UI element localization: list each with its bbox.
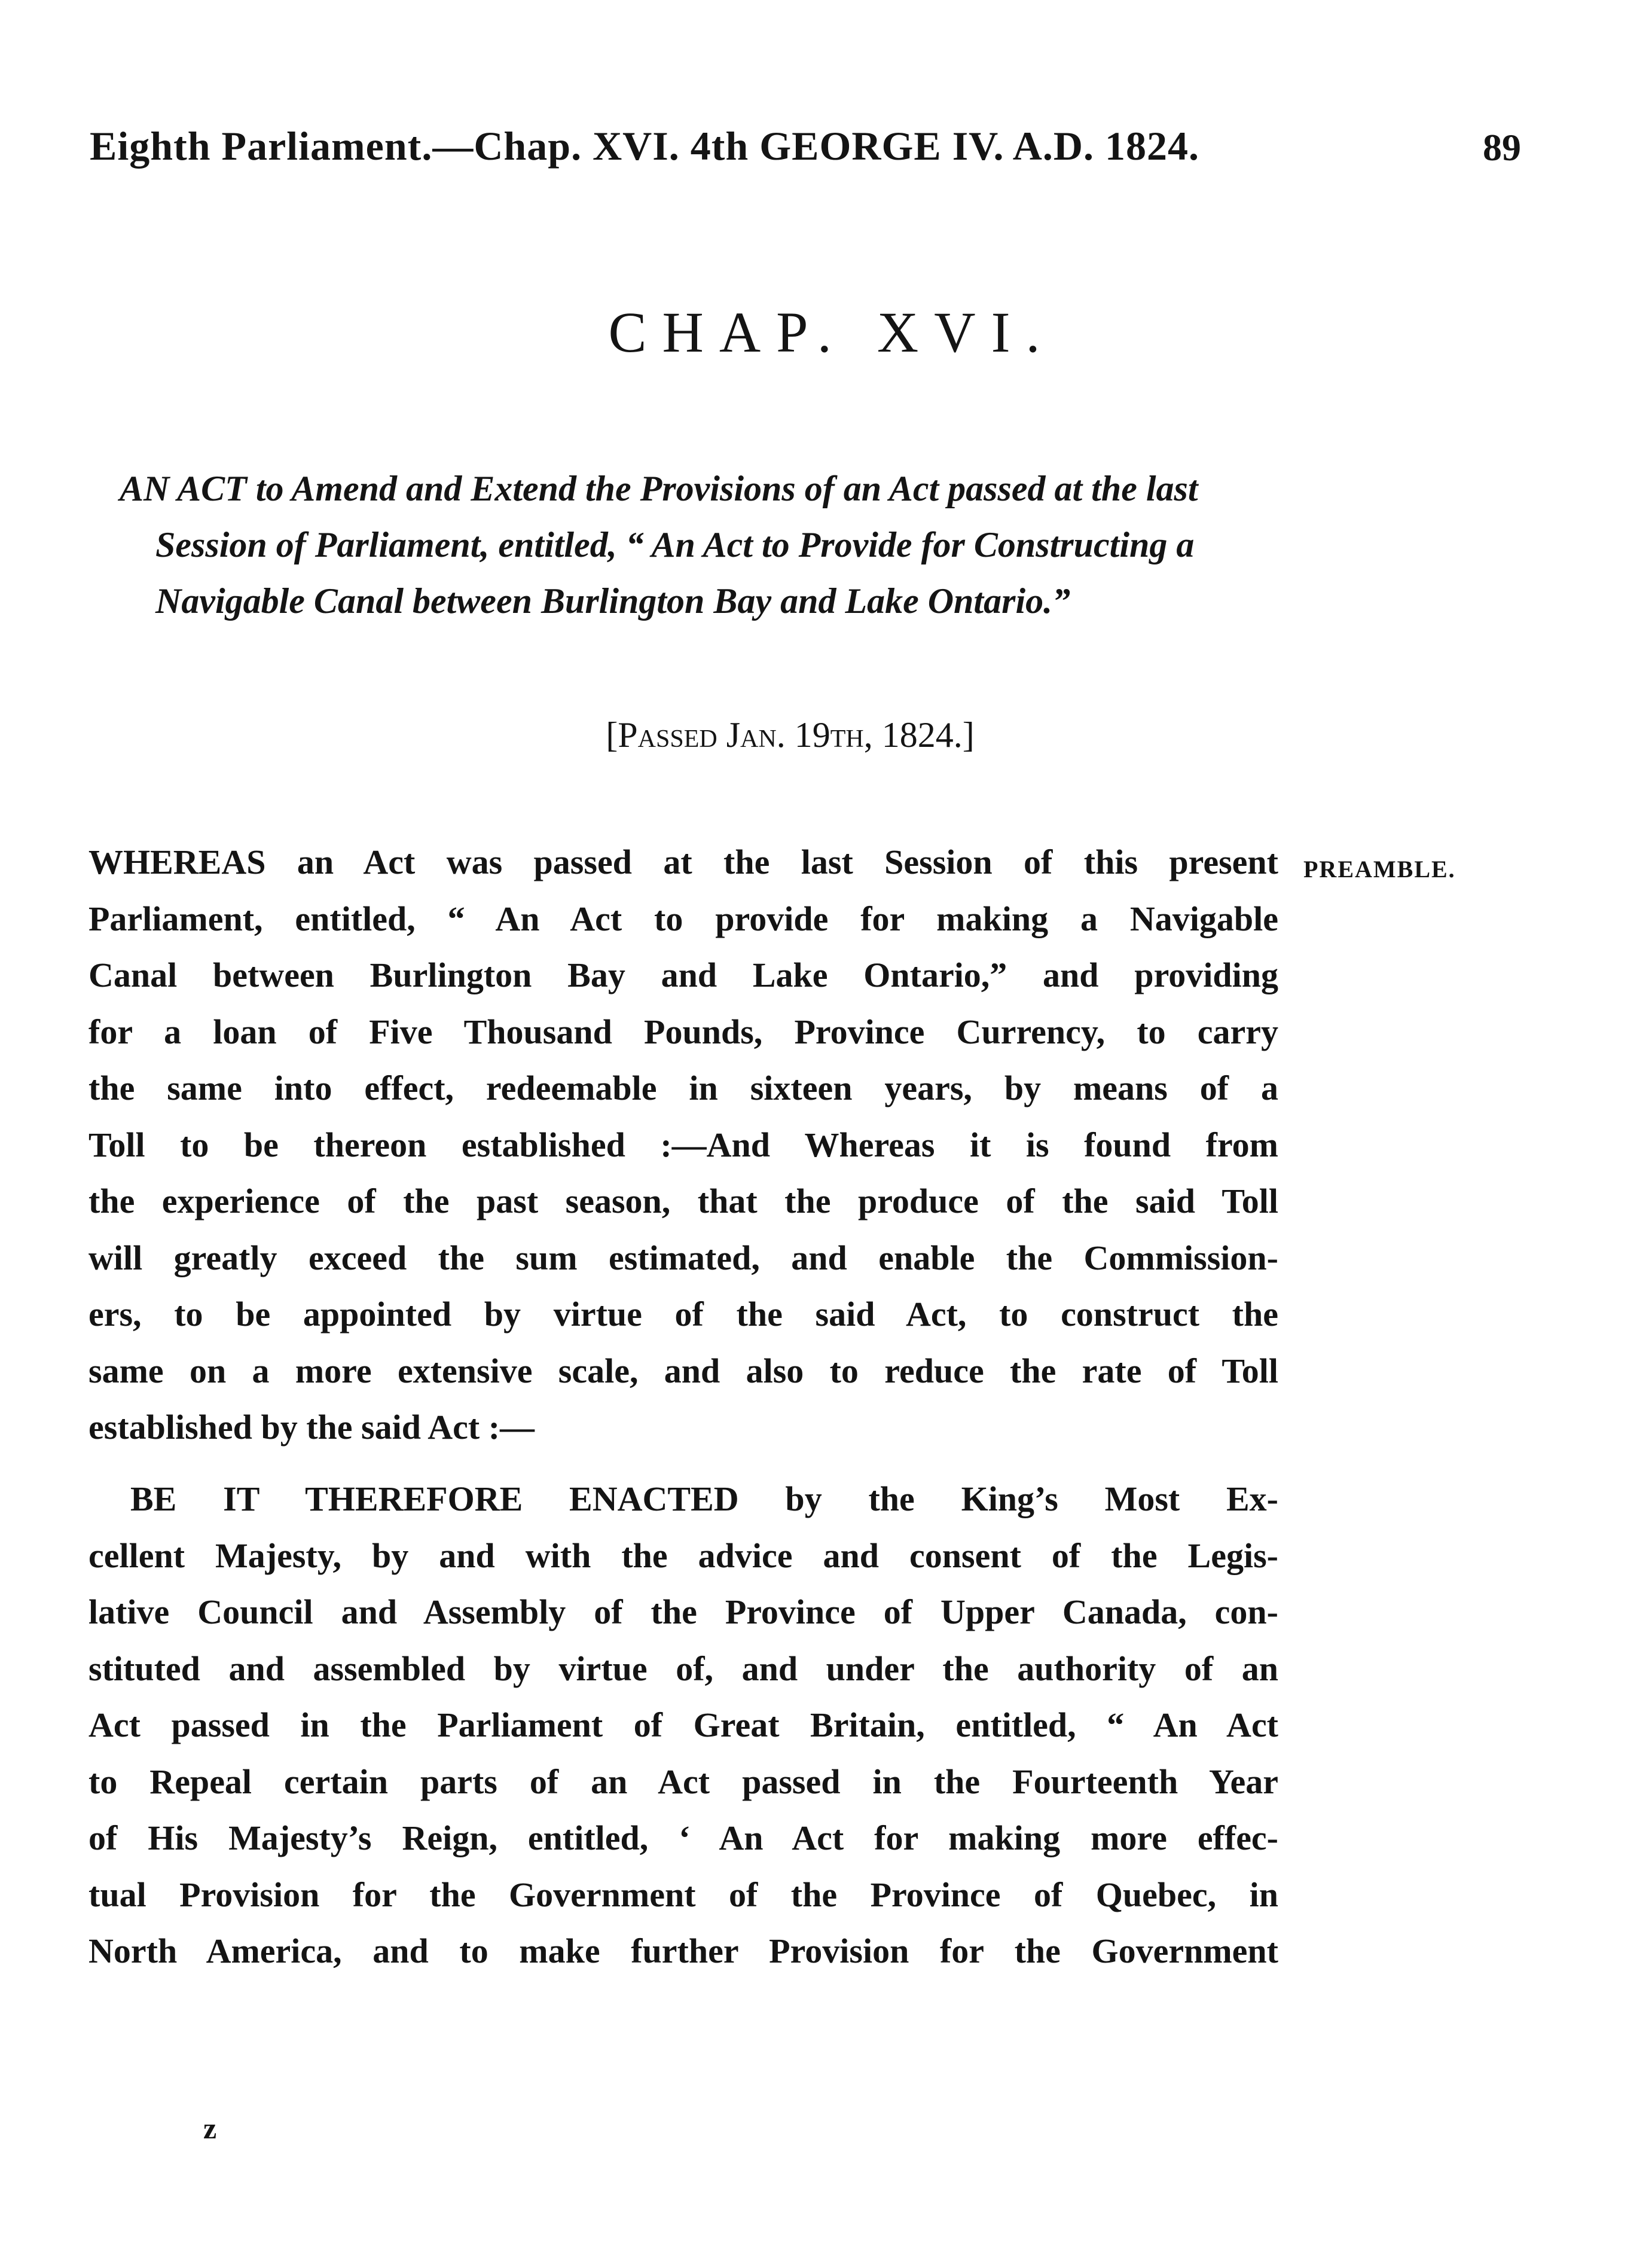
text-line: tual Provision for the Government of the Province of Quebec, in bbox=[88, 1875, 1278, 1914]
text-line: WHEREAS an Act was passed at the last Session of this present bbox=[88, 843, 1278, 881]
text-line: ers, to be appointed by virtue of the said Act, to construct the bbox=[88, 1295, 1278, 1333]
text-line: will greatly exceed the sum estimated, and enable the Commission- bbox=[88, 1238, 1278, 1277]
act-title-line: AN ACT to Amend and Extend the Provisions of an Act passed at the last bbox=[120, 469, 1198, 508]
preamble-paragraph bbox=[88, 834, 1278, 1456]
text-line: stituted and assembled by virtue of, and under the authority of an bbox=[88, 1649, 1278, 1688]
text-line: of His Majesty’s Reign, entitled, ‘ An Act for making more effec- bbox=[88, 1818, 1278, 1857]
text-line: to Repeal certain parts of an Act passed in the Fourteenth Year bbox=[88, 1762, 1278, 1801]
running-head: Eighth Parliament.—Chap. XVI. 4th GEORGE IV. A.D. 1824. bbox=[90, 123, 1199, 169]
text-line: cellent Majesty, by and with the advice and consent of the Legis- bbox=[88, 1536, 1278, 1575]
text-line: lative Council and Assembly of the Province of Upper Canada, con- bbox=[88, 1592, 1278, 1631]
enacting-paragraph bbox=[88, 1471, 1278, 1980]
page-number: 89 bbox=[1483, 126, 1521, 169]
text-line: established by the said Act :— bbox=[88, 1408, 535, 1447]
text-line: BE IT THEREFORE ENACTED by the King’s Most Ex- bbox=[130, 1479, 1278, 1518]
text-line: same on a more extensive scale, and also to reduce the rate of Toll bbox=[88, 1351, 1278, 1390]
act-title-line: Navigable Canal between Burlington Bay and Lake Ontario.” bbox=[155, 581, 1071, 621]
text-line: Act passed in the Parliament of Great Britain, entitled, “ An Act bbox=[88, 1705, 1278, 1744]
text-line: the same into effect, redeemable in sixteen years, by means of a bbox=[88, 1069, 1278, 1107]
text-line: Toll to be thereon established :—And Whereas it is found from bbox=[88, 1125, 1278, 1164]
text-line: North America, and to make further Provision for the Government bbox=[88, 1931, 1278, 1970]
text-line: Canal between Burlington Bay and Lake Ontario,” and providing bbox=[88, 956, 1278, 994]
text-line: Parliament, entitled, “ An Act to provide for making a Navigable bbox=[88, 899, 1278, 938]
passed-date: [Passed Jan. 19th, 1824.] bbox=[606, 715, 975, 755]
text-line: for a loan of Five Thousand Pounds, Province Currency, to carry bbox=[88, 1012, 1278, 1051]
signature-mark: z bbox=[203, 2111, 217, 2145]
act-title bbox=[120, 460, 1285, 629]
act-title-line: Session of Parliament, entitled, “ An Act to Provide for Constructing a bbox=[155, 525, 1195, 564]
chapter-title: CHAP. XVI. bbox=[608, 300, 1056, 364]
text-line: the experience of the past season, that the produce of the said Toll bbox=[88, 1182, 1278, 1220]
margin-note-preamble: PREAMBLE. bbox=[1303, 856, 1456, 883]
